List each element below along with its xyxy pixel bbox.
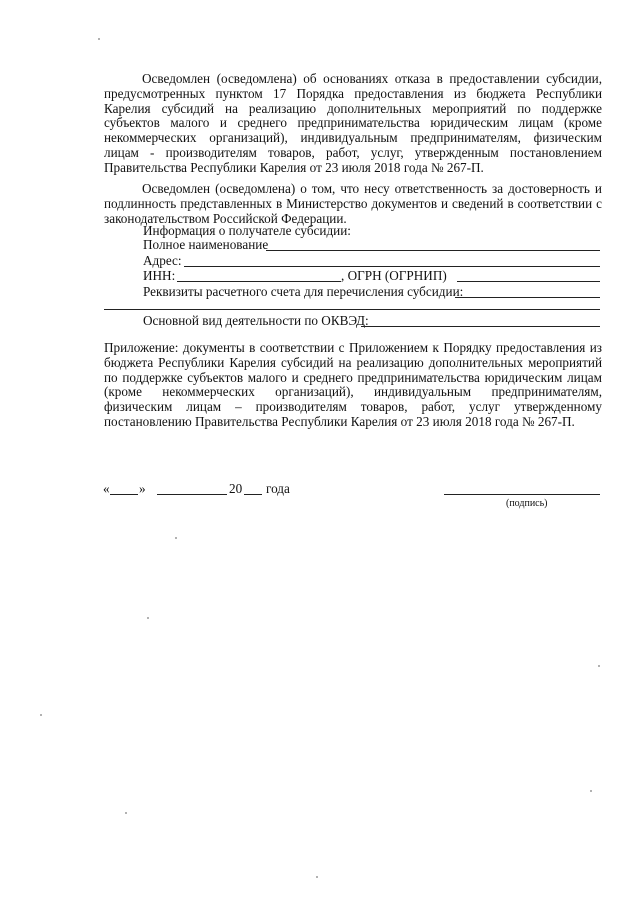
okved-field[interactable] (361, 326, 600, 327)
scan-speck (598, 665, 600, 667)
scan-speck (40, 714, 42, 716)
signature-caption: (подпись) (506, 498, 548, 509)
bank-account-field-line-2[interactable] (104, 309, 600, 310)
date-quote-open: « (103, 481, 110, 496)
address-field[interactable] (184, 266, 600, 267)
ogrn-label: , ОГРН (ОГРНИП) (341, 268, 447, 283)
year-field[interactable] (244, 494, 262, 495)
acknowledgement-text-2: Осведомлен (осведомлена) о том, что несу ответственность за достоверность и подлинность представленных в Министерство документов и сведений в соответствии с законодательством Российской Федерации. (104, 181, 602, 226)
inn-field[interactable] (177, 281, 341, 282)
year-word: года (266, 481, 290, 496)
scan-speck (98, 38, 100, 40)
scan-speck (147, 617, 149, 619)
address-label: Адрес: (143, 253, 182, 268)
ogrn-field[interactable] (457, 281, 600, 282)
acknowledgement-paragraph-1 (104, 72, 602, 176)
month-field[interactable] (157, 494, 227, 495)
scan-speck (125, 812, 127, 814)
signature-field[interactable] (444, 494, 600, 495)
year-century: 20 (229, 481, 243, 496)
acknowledgement-text-1: Осведомлен (осведомлена) об основаниях отказа в предоставлении субсидии, предусмотренных пунктом 17 Порядка предоставления из бюджета Республики Карелия субсидий на реализацию дополнительных мероприятий по поддержке субъектов малого и среднего предпринимательства юридическим лицам (кроме некоммерческих организаций), индивидуальным предпринимателям, физическим лицам - производителям товаров, работ, услуг, утвержденным постановлением Правительства Республики Карелия от 23 июля 2018 года № 267-П. (104, 71, 602, 175)
full-name-label: Полное наименование (143, 237, 269, 252)
recipient-heading: Информация о получателе субсидии: (143, 223, 351, 238)
attachment-paragraph: Приложение: документы в соответствии с Приложением к Порядку предоставления из бюджета Республики Карелия субсидий на реализацию дополнительных мероприятий по поддержке субъектов малого и среднего предпринимательства юридическим лицам (кроме некоммерческих организаций), индивидуальным предпринимателям, физическим лицам – производителям товаров, работ, услуг утвержденному постановлению Правительства Республики Карелия от 23 июля 2018 года № 267-П. (104, 340, 602, 429)
scan-speck (590, 790, 592, 792)
bank-account-field[interactable] (455, 297, 600, 298)
full-name-field[interactable] (266, 250, 600, 251)
day-field[interactable] (110, 494, 138, 495)
inn-label: ИНН: (143, 268, 176, 283)
scan-speck (175, 537, 177, 539)
date-quote-close: » (139, 481, 146, 496)
acknowledgement-paragraph-2 (104, 182, 602, 226)
bank-account-label: Реквизиты расчетного счета для перечисления субсидии: (143, 284, 464, 299)
scan-speck (316, 876, 318, 878)
okved-label: Основной вид деятельности по ОКВЭД: (143, 313, 369, 328)
